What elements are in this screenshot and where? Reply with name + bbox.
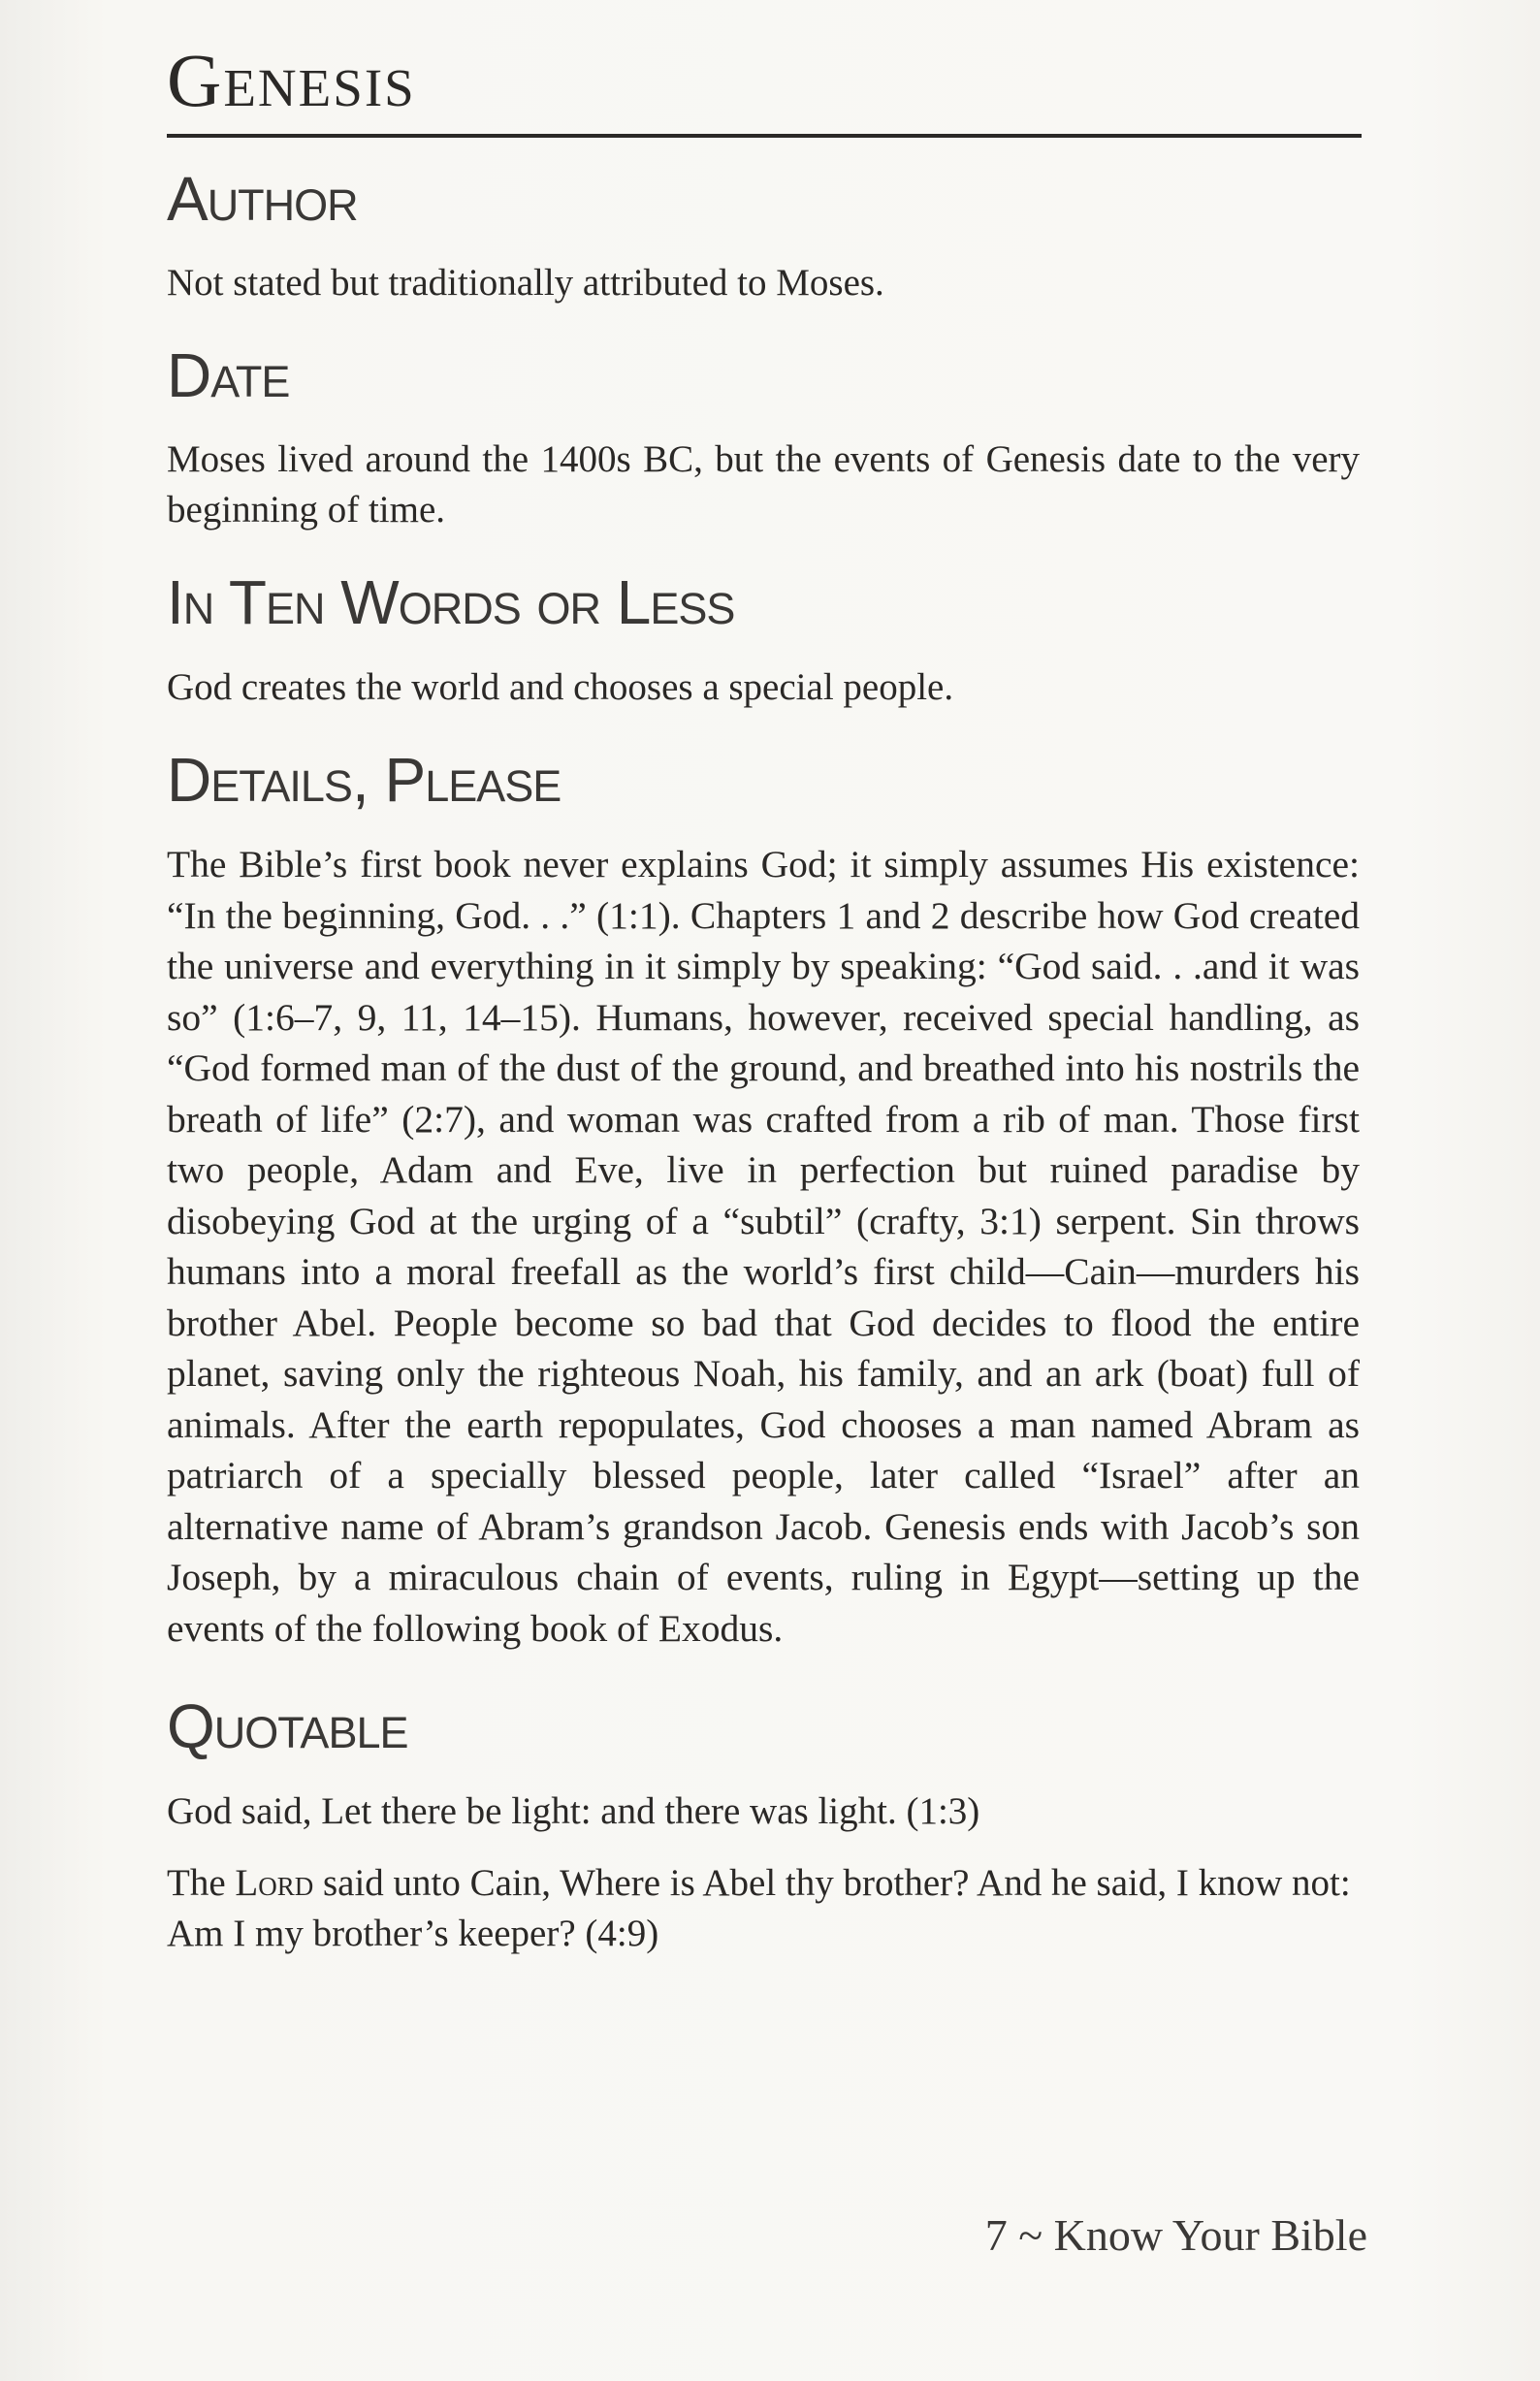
quotable-section bbox=[167, 1692, 1360, 1958]
details-text: The Bible’s first book never explains God; it simply assumes His existence: “In the beginning, God. . .” (1:1). Chapters 1 and 2 describe how God created the universe and everything in it simply by speaking: “God said. . .and it was so” (1:6–7, 9, 11, 14–15). Humans, however, received special handling, as “God formed man of the dust of the ground, and breathed into his nostrils the breath of life” (2:7), and woman was crafted from a rib of man. Those first two people, Adam and Eve, live in perfection but ruined paradise by disobeying God at the urging of a “subtil” (crafty, 3:1) serpent. Sin throws humans into a moral freefall as the world’s first child—Cain—murders his brother Abel. People become so bad that God decides to flood the entire planet, saving only the righteous Noah, his family, and an ark (boat) full of animals. After the earth repopulates, God chooses a man named Abram as patriarch of a specially blessed people, later called “Israel” after an alternative name of Abram’s grandson Jacob. Genesis ends with Jacob’s son Joseph, by a miraculous chain of events, ruling in Egypt—setting up the events of the following book of Exodus. bbox=[167, 843, 1360, 1650]
ten-words-section bbox=[167, 568, 1360, 712]
title-rule bbox=[167, 134, 1362, 138]
quotable-heading: Quotable bbox=[167, 1691, 408, 1762]
quote-2 bbox=[167, 1858, 1360, 1959]
quote-1: God said, Let there be light: and there was light. (1:3) bbox=[167, 1789, 980, 1832]
book-title: Genesis bbox=[167, 38, 416, 122]
date-text: Moses lived around the 1400s BC, but the events of Genesis date to the very beginning of time. bbox=[167, 438, 1360, 531]
ten-words-text: God creates the world and chooses a special people. bbox=[167, 665, 954, 708]
date-heading: Date bbox=[167, 340, 290, 411]
quote-2-post: said unto Cain, Where is Abel thy brother? And he said, I know not: Am I my brother’s keeper? (4:9) bbox=[167, 1861, 1351, 1954]
page-footer: 7 ~ Know Your Bible bbox=[984, 2210, 1367, 2260]
quote-2-lord: Lord bbox=[235, 1861, 314, 1904]
author-heading: Author bbox=[167, 163, 358, 234]
ten-words-heading: In Ten Words or Less bbox=[167, 567, 735, 638]
details-section bbox=[167, 746, 1360, 1654]
details-heading: Details, Please bbox=[167, 744, 561, 815]
date-section bbox=[167, 341, 1360, 535]
page-content bbox=[167, 37, 1360, 1980]
author-text: Not stated but traditionally attributed to Moses. bbox=[167, 262, 884, 305]
quote-2-pre: The bbox=[167, 1861, 236, 1904]
author-section bbox=[167, 165, 1360, 308]
